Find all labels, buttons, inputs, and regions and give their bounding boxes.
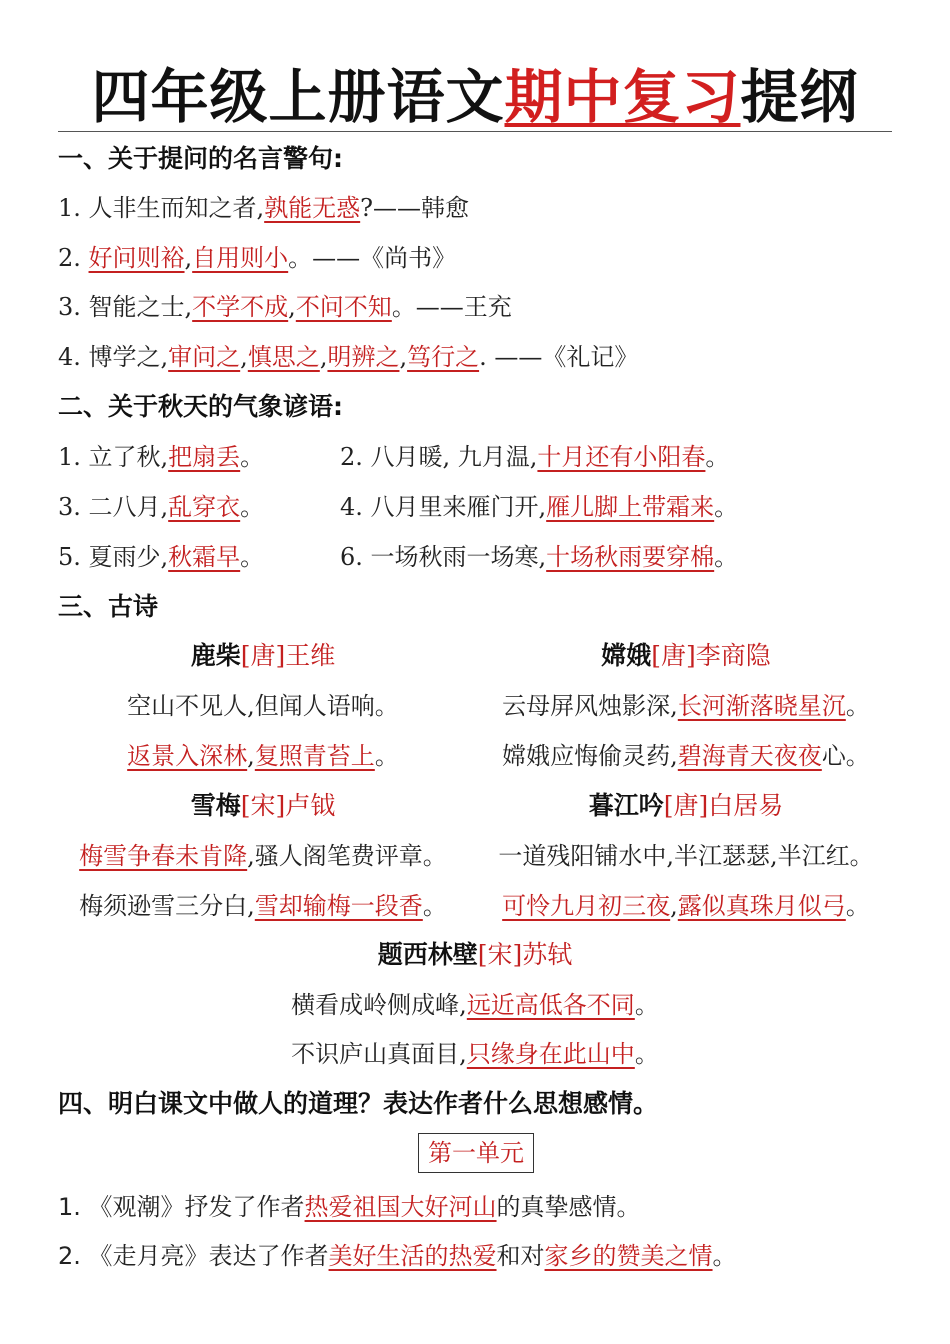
proverb-4: 4. 八月里来雁门开,雁儿脚上带霜来。 (340, 493, 739, 521)
proverb-2: 2. 八月暖, 九月温,十月还有小阳春。 (340, 443, 730, 471)
answer-blank: 家乡的赞美之情 (544, 1242, 713, 1270)
answer-blank: 热爱祖国大好河山 (304, 1193, 497, 1221)
poem-line: 空山不见人,但闻人语响。 (127, 692, 399, 720)
quote-line-1: 1. 人非生而知之者,孰能无惑?——韩愈 (58, 194, 470, 222)
answer-blank: 不学不成 (192, 293, 289, 321)
proverb-3: 3. 二八月,乱穿衣。 (58, 493, 265, 521)
title-highlight: 期中复习 (504, 63, 741, 131)
answer-blank: 只缘身在此山中 (466, 1040, 635, 1068)
title-divider (58, 131, 892, 132)
answer-blank: 把扇丢 (168, 443, 241, 471)
poem-line: 云母屏风烛影深,长河渐落晓星沉。 (502, 692, 870, 720)
answer-blank: 可怜九月初三夜 (502, 892, 671, 920)
section-heading-quotes: 一、关于提问的名言警句: (58, 144, 343, 173)
poem-title-luchai: 鹿柴[唐]王维 (190, 641, 336, 670)
lesson-item-1: 1. 《观潮》抒发了作者热爱祖国大好河山的真挚感情。 (58, 1193, 641, 1221)
poem-title-tixilinbi: 题西林壁[宋]苏轼 (377, 940, 573, 969)
answer-blank: 雁儿脚上带霜来 (546, 493, 715, 521)
answer-blank: 十场秋雨要穿棉 (546, 543, 715, 571)
unit-label: 第一单元 (418, 1133, 534, 1173)
poem-line: 嫦娥应悔偷灵药,碧海青天夜夜心。 (502, 742, 870, 770)
section-heading-lessons: 四、明白课文中做人的道理？表达作者什么思想感情。 (58, 1089, 659, 1118)
poem-line: 一道残阳铺水中,半江瑟瑟,半江红。 (498, 842, 874, 870)
answer-blank: 长河渐落晓星沉 (677, 692, 846, 720)
answer-blank: 梅雪争春未肯降 (79, 842, 248, 870)
poem-title-change: 嫦娥[唐]李商隐 (601, 641, 771, 670)
answer-blank: 露似真珠月似弓 (677, 892, 846, 920)
answer-blank: 审问之 (168, 343, 241, 371)
answer-blank: 十月还有小阳春 (537, 443, 706, 471)
answer-blank: 远近高低各不同 (466, 991, 635, 1019)
quote-line-2: 2. 好问则裕,自用则小。——《尚书》 (58, 244, 457, 272)
answer-blank: 明辨之 (327, 343, 400, 371)
poem-title-mujiangyin: 暮江吟[唐]白居易 (588, 791, 784, 820)
answer-blank: 碧海青天夜夜 (677, 742, 822, 770)
answer-blank: 乱穿衣 (168, 493, 241, 521)
answer-blank: 孰能无惑 (264, 194, 361, 222)
poem-line: 返景入深林,复照青苔上。 (127, 742, 399, 770)
answer-blank: 雪却输梅一段香 (254, 892, 423, 920)
lesson-item-2: 2. 《走月亮》表达了作者美好生活的热爱和对家乡的赞美之情。 (58, 1242, 737, 1270)
quote-line-3: 3. 智能之士,不学不成,不问不知。——王充 (58, 293, 512, 321)
poem-line: 横看成岭侧成峰,远近高低各不同。 (291, 991, 659, 1019)
proverb-6: 6. 一场秋雨一场寒,十场秋雨要穿棉。 (340, 543, 739, 571)
quote-line-4: 4. 博学之,审问之,慎思之,明辨之,笃行之. ——《礼记》 (58, 343, 639, 371)
proverb-1: 1. 立了秋,把扇丢。 (58, 443, 265, 471)
poem-line: 梅雪争春未肯降,骚人阁笔费评章。 (79, 842, 447, 870)
poem-line: 梅须逊雪三分白,雪却输梅一段香。 (79, 892, 447, 920)
answer-blank: 好问则裕 (88, 244, 185, 272)
answer-blank: 不问不知 (295, 293, 392, 321)
poem-line: 可怜九月初三夜,露似真珠月似弓。 (502, 892, 870, 920)
section-heading-poems: 三、古诗 (58, 592, 159, 621)
proverb-5: 5. 夏雨少,秋霜早。 (58, 543, 265, 571)
answer-blank: 秋霜早 (168, 543, 241, 571)
section-heading-proverbs: 二、关于秋天的气象谚语: (58, 392, 343, 421)
poem-title-xuemei: 雪梅[宋]卢钺 (190, 791, 336, 820)
page-title: 四年级上册语文期中复习提纲 (91, 63, 859, 131)
answer-blank: 慎思之 (247, 343, 320, 371)
poem-line: 不识庐山真面目,只缘身在此山中。 (291, 1040, 659, 1068)
answer-blank: 自用则小 (192, 244, 289, 272)
answer-blank: 笃行之 (407, 343, 480, 371)
answer-blank: 返景入深林 (127, 742, 248, 770)
answer-blank: 美好生活的热爱 (328, 1242, 497, 1270)
answer-blank: 复照青苔上 (254, 742, 375, 770)
